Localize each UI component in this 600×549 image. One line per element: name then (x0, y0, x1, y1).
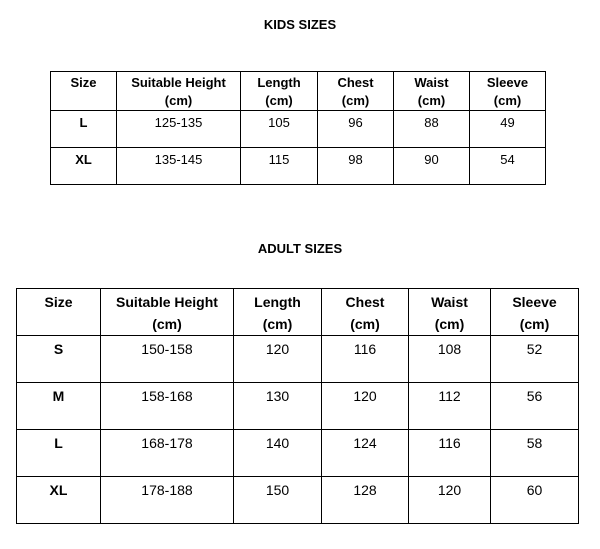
sleeve-cell: 49 (470, 111, 546, 148)
chest-cell: 116 (322, 336, 409, 383)
table-row (17, 336, 579, 383)
header-waist: Waist (cm) (409, 289, 491, 336)
table-row (17, 477, 579, 524)
chest-cell: 124 (322, 430, 409, 477)
sleeve-cell: 54 (470, 148, 546, 185)
header-sleeve: Sleeve (cm) (491, 289, 579, 336)
kids-size-table (50, 71, 546, 185)
table-row (17, 383, 579, 430)
length-cell: 120 (234, 336, 322, 383)
adult-sizes-title: ADULT SIZES (257, 241, 343, 256)
size-cell: XL (51, 148, 117, 185)
waist-cell: 88 (394, 111, 470, 148)
header-sleeve: Sleeve (cm) (470, 72, 546, 111)
sleeve-cell: 60 (491, 477, 579, 524)
size-cell: M (17, 383, 101, 430)
height-cell: 168-178 (101, 430, 234, 477)
table-row (51, 111, 546, 148)
header-length: Length (cm) (234, 289, 322, 336)
length-cell: 105 (241, 111, 318, 148)
size-cell: XL (17, 477, 101, 524)
adult-size-table (16, 288, 579, 524)
table-header-row (51, 72, 546, 111)
kids-sizes-title: KIDS SIZES (263, 17, 337, 32)
header-size: Size (17, 289, 101, 336)
chest-cell: 128 (322, 477, 409, 524)
sleeve-cell: 58 (491, 430, 579, 477)
chest-cell: 96 (318, 111, 394, 148)
length-cell: 150 (234, 477, 322, 524)
header-size: Size (51, 72, 117, 111)
height-cell: 158-168 (101, 383, 234, 430)
chest-cell: 120 (322, 383, 409, 430)
length-cell: 115 (241, 148, 318, 185)
waist-cell: 108 (409, 336, 491, 383)
header-length: Length (cm) (241, 72, 318, 111)
waist-cell: 120 (409, 477, 491, 524)
sleeve-cell: 56 (491, 383, 579, 430)
waist-cell: 116 (409, 430, 491, 477)
size-cell: L (51, 111, 117, 148)
header-waist: Waist (cm) (394, 72, 470, 111)
header-suitable-height: Suitable Height (cm) (101, 289, 234, 336)
height-cell: 125-135 (117, 111, 241, 148)
size-cell: L (17, 430, 101, 477)
waist-cell: 112 (409, 383, 491, 430)
table-row (17, 430, 579, 477)
length-cell: 130 (234, 383, 322, 430)
chest-cell: 98 (318, 148, 394, 185)
header-chest: Chest (cm) (322, 289, 409, 336)
sleeve-cell: 52 (491, 336, 579, 383)
size-cell: S (17, 336, 101, 383)
height-cell: 150-158 (101, 336, 234, 383)
waist-cell: 90 (394, 148, 470, 185)
height-cell: 178-188 (101, 477, 234, 524)
height-cell: 135-145 (117, 148, 241, 185)
header-chest: Chest (cm) (318, 72, 394, 111)
header-suitable-height: Suitable Height (cm) (117, 72, 241, 111)
length-cell: 140 (234, 430, 322, 477)
table-header-row (17, 289, 579, 336)
table-row (51, 148, 546, 185)
